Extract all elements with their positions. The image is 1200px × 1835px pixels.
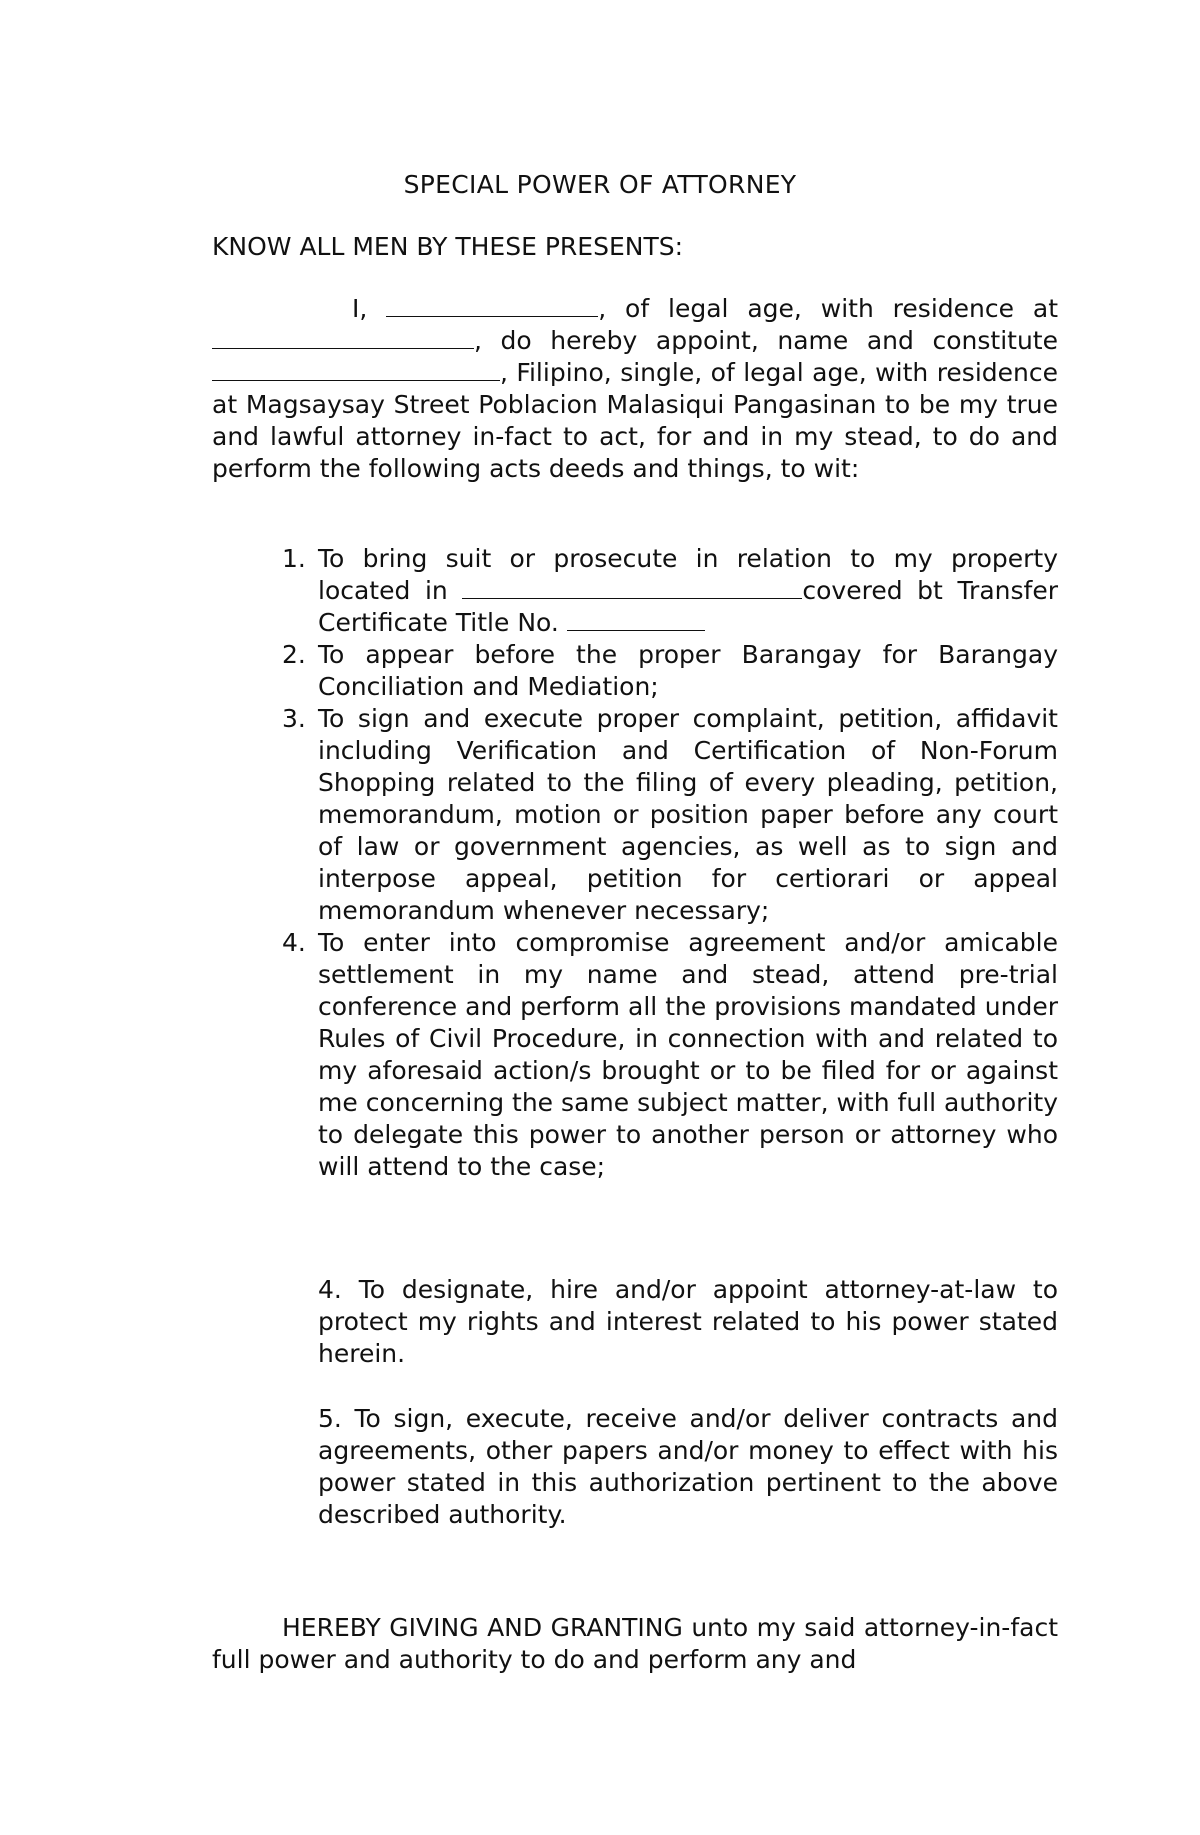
title-number-blank <box>567 608 705 631</box>
opening-p1: , of legal age, with residence <box>598 294 1014 323</box>
document-title: SPECIAL POWER OF ATTORNEY <box>403 170 797 199</box>
extra-item: 4. To designate, hire and/or appoint attorney-at-law to protect my rights and interest related to his power stated herein. <box>318 1275 1058 1368</box>
residence-blank <box>212 326 474 349</box>
closing-paragraph <box>212 1612 1058 1676</box>
list-item-number: 1. <box>282 544 306 573</box>
opening-paragraph <box>212 293 1058 485</box>
list-item-number: 2. <box>282 640 306 669</box>
opening-p2: , do hereby appoint, name and <box>474 326 914 355</box>
powers-list <box>212 543 1058 1183</box>
opening-at: at <box>1032 294 1058 323</box>
list-item-text: To enter into compromise agreement and/or amicable settlement in my name and stead, attend pre-trial conference and perform all the provisions mandated under Rules of Civil Procedure, in connection with and related to my aforesaid action/s brought or to be filed for or against me concerning the same subject matter, with full authority to delegate this power to another person or attorney who will attend to the case; <box>318 928 1058 1181</box>
list-item <box>212 703 1058 927</box>
extra-item: 5. To sign, execute, receive and/or deliver contracts and agreements, other papers and/or money to effect with his power stated in this authorization pertinent to the above described authority. <box>318 1404 1058 1529</box>
opening-i: I, <box>352 294 368 323</box>
list-item-text: To appear before the proper Barangay for Barangay Conciliation and Mediation; <box>318 640 1058 701</box>
opening-p3: , Filipino, single, of legal age, with residence at Magsaysay Street Poblacion Malasiqui Pangasinan to be my true and lawful attorney in-fact to act, for and in my stead, to do and perform the following acts deeds and things, to wit: <box>212 358 1058 483</box>
list-item-text: To bring suit or prosecute in relation to my property located in <box>318 544 1058 605</box>
list-item <box>212 927 1058 1183</box>
greeting: KNOW ALL MEN BY THESE PRESENTS: <box>212 232 684 261</box>
attorney-name-blank <box>212 358 500 381</box>
name-blank <box>386 294 598 317</box>
opening-constitute: constitute <box>932 326 1058 355</box>
closing-text: HEREBY GIVING AND GRANTING unto my said attorney-in-fact full power and authority to do and perform any and <box>212 1613 1058 1674</box>
list-item <box>212 639 1058 703</box>
list-item-number: 4. <box>282 928 306 957</box>
list-item-text: To sign and execute proper complaint, petition, affidavit including Verification and Certification of Non-Forum Shopping related to the filing of every pleading, petition, memorandum, motion or position paper before any court of law or government agencies, as well as to sign and interpose appeal, petition for certiorari or appeal memorandum whenever necessary; <box>318 704 1058 925</box>
location-blank <box>462 576 802 599</box>
list-item-text: covered bt Transfer Certificate Title No. <box>318 576 1058 637</box>
list-item <box>212 543 1058 639</box>
list-item-number: 3. <box>282 704 306 733</box>
